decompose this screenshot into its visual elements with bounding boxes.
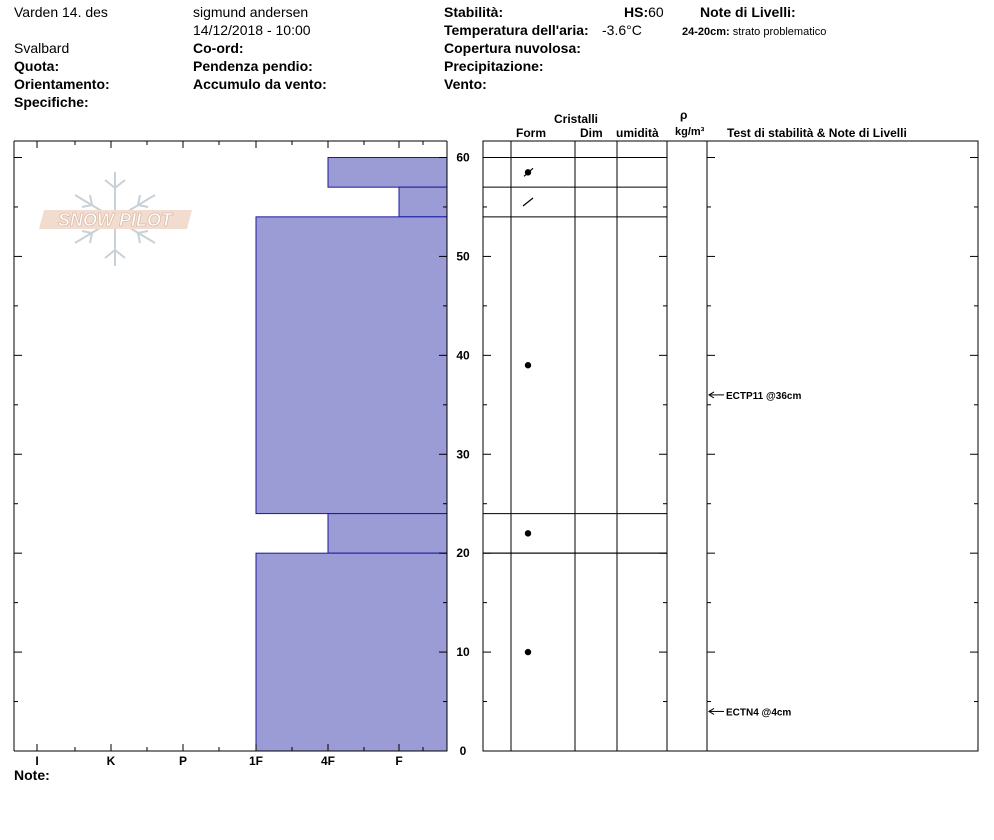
layer-bar-2 <box>256 217 447 514</box>
datetime: 14/12/2018 - 10:00 <box>193 22 311 38</box>
rounded-grain-icon <box>525 649 531 655</box>
stability-test-label: ECTP11 @36cm <box>726 390 802 402</box>
orientamento-label: Orientamento: <box>14 76 110 92</box>
col-dim: Dim <box>580 126 603 140</box>
layer-table-frame <box>483 141 978 751</box>
col-density-unit: kg/m³ <box>675 126 705 138</box>
hardness-label: K <box>106 754 116 768</box>
depth-label: 60 <box>456 150 470 165</box>
layer-note-range: 24-20cm: <box>682 26 730 38</box>
depth-label: 10 <box>456 645 470 660</box>
observer: sigmund andersen <box>193 4 309 20</box>
stability-tests <box>709 391 801 719</box>
precipitazione-label: Precipitazione: <box>444 58 544 74</box>
layer-bar-0 <box>328 158 447 188</box>
vento-label: Vento: <box>444 76 487 92</box>
logo-text: SNOW PILOT <box>58 210 172 230</box>
coord-label: Co-ord: <box>193 40 244 56</box>
hardness-label: P <box>178 754 188 768</box>
hardness-layers <box>256 158 447 752</box>
temperatura-value: -3.6°C <box>602 22 642 38</box>
hardness-label: 1F <box>248 754 264 768</box>
layer-bar-4 <box>256 553 447 751</box>
stability-test-label: ECTN4 @4cm <box>726 707 792 719</box>
accumulo-label: Accumulo da vento: <box>193 76 327 92</box>
col-tests: Test di stabilità & Note di Livelli <box>727 126 907 140</box>
hardness-label: 4F <box>320 754 336 768</box>
grain-form-symbols <box>523 168 533 655</box>
hardness-label: I <box>35 754 39 768</box>
snowpilot-logo <box>39 172 192 266</box>
depth-label: 0 <box>459 744 467 758</box>
depth-label: 50 <box>456 249 470 264</box>
col-cristalli: Cristalli <box>554 112 599 126</box>
rounded-grain-icon <box>525 530 531 536</box>
layer-bar-1 <box>399 187 447 217</box>
pendenza-label: Pendenza pendio: <box>193 58 313 74</box>
quota-label: Quota: <box>14 58 60 74</box>
layer-bar-3 <box>328 514 447 554</box>
depth-label: 40 <box>456 348 470 363</box>
decomposing-fragments-icon <box>523 198 533 206</box>
depth-ticks <box>14 151 978 759</box>
stabilita-label: Stabilità: <box>444 4 504 20</box>
note-label: Note: <box>14 767 50 783</box>
hs-value: 60 <box>648 4 664 20</box>
temperatura-label: Temperatura dell'aria: <box>444 22 589 38</box>
hs-label: HS: <box>624 4 649 20</box>
region: Svalbard <box>14 40 70 56</box>
depth-label: 30 <box>456 447 470 462</box>
depth-label: 20 <box>456 546 470 561</box>
hardness-label: F <box>395 754 403 768</box>
col-umidita: umidità <box>616 126 659 140</box>
note-livelli-label: Note di Livelli: <box>700 4 796 20</box>
location: Varden 14. des <box>14 4 108 20</box>
col-form: Form <box>516 126 546 140</box>
copertura-label: Copertura nuvolosa: <box>444 40 581 56</box>
layer-note-text: strato problematico <box>732 26 827 38</box>
rounded-grain-icon <box>525 362 531 368</box>
specifiche-label: Specifiche: <box>14 94 89 110</box>
col-rho: ρ <box>680 108 688 122</box>
